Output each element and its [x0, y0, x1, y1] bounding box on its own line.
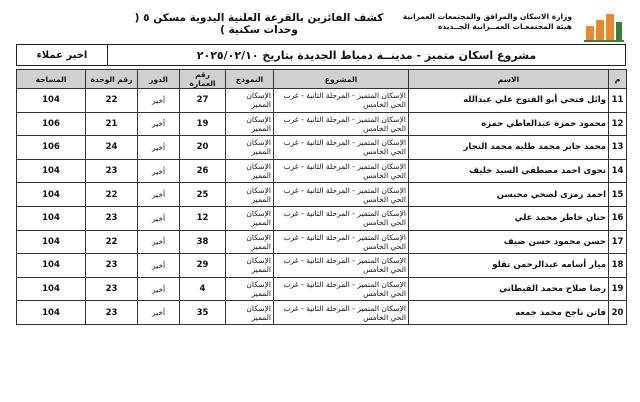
- table-row: [17, 206, 627, 230]
- cell-index: 18: [609, 254, 627, 278]
- document-header: [14, 6, 626, 46]
- cell-unit: 22: [86, 183, 138, 207]
- cell-unit: 23: [86, 206, 138, 230]
- col-header-model: النموذج: [226, 70, 274, 89]
- col-header-unit: رقم الوحدة: [86, 70, 138, 89]
- cell-building: 35: [180, 301, 226, 325]
- cell-model: الإسكان المميز: [226, 112, 274, 136]
- cell-project: الإسكان المتميز - المرحلة الثانية - غرب الحي الخامس: [274, 301, 409, 325]
- cell-area: 104: [17, 89, 86, 113]
- col-header-area: المساحة: [17, 70, 86, 89]
- col-header-index: م: [609, 70, 627, 89]
- project-title: مشروع اسكان متميز - مدينــة دمياط الجديدة بتاريخ ٢٠٢٥/٠٢/١٠: [196, 48, 537, 62]
- col-header-floor: الدور: [138, 70, 180, 89]
- cell-project: الإسكان المتميز - المرحلة الثانية - غرب الحي الخامس: [274, 206, 409, 230]
- cell-unit: 21: [86, 112, 138, 136]
- cell-project: الإسكان المتميز - المرحلة الثانية - غرب الحي الخامس: [274, 112, 409, 136]
- cell-model: الإسكان المميز: [226, 230, 274, 254]
- cell-area: 104: [17, 277, 86, 301]
- cell-project: الإسكان المتميز - المرحلة الثانية - غرب الحي الخامس: [274, 89, 409, 113]
- cell-index: 12: [609, 112, 627, 136]
- cell-building: 29: [180, 254, 226, 278]
- cell-unit: 24: [86, 136, 138, 160]
- project-title-bar: [16, 44, 626, 66]
- cell-model: الإسكان المميز: [226, 277, 274, 301]
- cell-unit: 23: [86, 254, 138, 278]
- cell-name: فاتن ناجح محمد جمعه: [409, 301, 609, 325]
- table-row: [17, 89, 627, 113]
- cell-project: الإسكان المتميز - المرحلة الثانية - غرب الحي الخامس: [274, 159, 409, 183]
- cell-building: 4: [180, 277, 226, 301]
- cell-project: الإسكان المتميز - المرحلة الثانية - غرب الحي الخامس: [274, 230, 409, 254]
- cell-floor: أخير: [138, 206, 180, 230]
- ministry-housing-logo-icon: [580, 10, 626, 44]
- cell-index: 15: [609, 183, 627, 207]
- cell-name: احمد رمزى لصحي محيسن: [409, 183, 609, 207]
- cell-model: الإسكان المميز: [226, 136, 274, 160]
- cell-name: وائل فتحي أبو الفتوح علي عبدالله: [409, 89, 609, 113]
- table-header-row: [17, 70, 627, 89]
- table-row: [17, 183, 627, 207]
- cell-project: الإسكان المتميز - المرحلة الثانية - غرب الحي الخامس: [274, 183, 409, 207]
- cell-project: الإسكان المتميز - المرحلة الثانية - غرب الحي الخامس: [274, 277, 409, 301]
- org-line-1: وزارة الاسكان والمرافق والمجتمعات العمرانية: [402, 12, 572, 21]
- cell-model: الإسكان المميز: [226, 89, 274, 113]
- cell-name: ميار أسامه عبدالرحمن تقلو: [409, 254, 609, 278]
- cell-unit: 23: [86, 277, 138, 301]
- organization-name: [402, 12, 572, 32]
- cell-name: محمود حمزه عبدالعاطي حمزه: [409, 112, 609, 136]
- cell-model: الإسكان المميز: [226, 159, 274, 183]
- position-label: اخير عملاء: [17, 45, 108, 65]
- cell-model: الإسكان المميز: [226, 183, 274, 207]
- cell-area: 104: [17, 183, 86, 207]
- cell-model: الإسكان المميز: [226, 254, 274, 278]
- cell-area: 104: [17, 230, 86, 254]
- cell-project: الإسكان المتميز - المرحلة الثانية - غرب الحي الخامس: [274, 254, 409, 278]
- cell-floor: أخير: [138, 254, 180, 278]
- cell-floor: أخير: [138, 136, 180, 160]
- cell-index: 11: [609, 89, 627, 113]
- cell-model: الإسكان المميز: [226, 301, 274, 325]
- cell-building: 20: [180, 136, 226, 160]
- table-row: [17, 230, 627, 254]
- cell-floor: أخير: [138, 230, 180, 254]
- cell-name: محمد جابر محمد طليه محمد النجار: [409, 136, 609, 160]
- col-header-project: المشروع: [274, 70, 409, 89]
- cell-unit: 23: [86, 159, 138, 183]
- cell-floor: أخير: [138, 89, 180, 113]
- cell-index: 16: [609, 206, 627, 230]
- cell-floor: أخير: [138, 112, 180, 136]
- table-row: [17, 301, 627, 325]
- cell-name: نجوى احمد مصطفي السيد خليف: [409, 159, 609, 183]
- cell-model: الإسكان المميز: [226, 206, 274, 230]
- table-row: [17, 159, 627, 183]
- cell-area: 104: [17, 301, 86, 325]
- document-title: كشف الفائزين بالقرعة العلنية اليدوية مسكن ٥ ( وحدات سكنية ): [134, 12, 384, 36]
- cell-building: 25: [180, 183, 226, 207]
- cell-building: 38: [180, 230, 226, 254]
- winners-table: [16, 69, 627, 325]
- cell-floor: أخير: [138, 183, 180, 207]
- cell-area: 106: [17, 136, 86, 160]
- cell-index: 20: [609, 301, 627, 325]
- cell-index: 17: [609, 230, 627, 254]
- org-line-2: هيئة المجتمعـات العمــرانية الجــديدة: [437, 22, 572, 31]
- cell-building: 26: [180, 159, 226, 183]
- cell-name: رضا صلاح محمد القيطاني: [409, 277, 609, 301]
- cell-name: حسن محمود حسن ضيف: [409, 230, 609, 254]
- col-header-name: الاسم: [409, 70, 609, 89]
- cell-index: 13: [609, 136, 627, 160]
- cell-project: الإسكان المتميز - المرحلة الثانية - غرب الحي الخامس: [274, 136, 409, 160]
- cell-unit: 22: [86, 230, 138, 254]
- cell-area: 104: [17, 254, 86, 278]
- cell-area: 106: [17, 112, 86, 136]
- table-row: [17, 254, 627, 278]
- cell-building: 27: [180, 89, 226, 113]
- cell-unit: 23: [86, 301, 138, 325]
- cell-building: 12: [180, 206, 226, 230]
- cell-floor: أخير: [138, 301, 180, 325]
- cell-unit: 22: [86, 89, 138, 113]
- table-row: [17, 136, 627, 160]
- table-row: [17, 112, 627, 136]
- cell-building: 19: [180, 112, 226, 136]
- cell-area: 104: [17, 206, 86, 230]
- col-header-building: رقم العمارة: [180, 70, 226, 89]
- table-row: [17, 277, 627, 301]
- cell-index: 14: [609, 159, 627, 183]
- cell-name: حنان خاطر محمد علي: [409, 206, 609, 230]
- cell-area: 104: [17, 159, 86, 183]
- cell-floor: أخير: [138, 277, 180, 301]
- cell-index: 19: [609, 277, 627, 301]
- cell-floor: أخير: [138, 159, 180, 183]
